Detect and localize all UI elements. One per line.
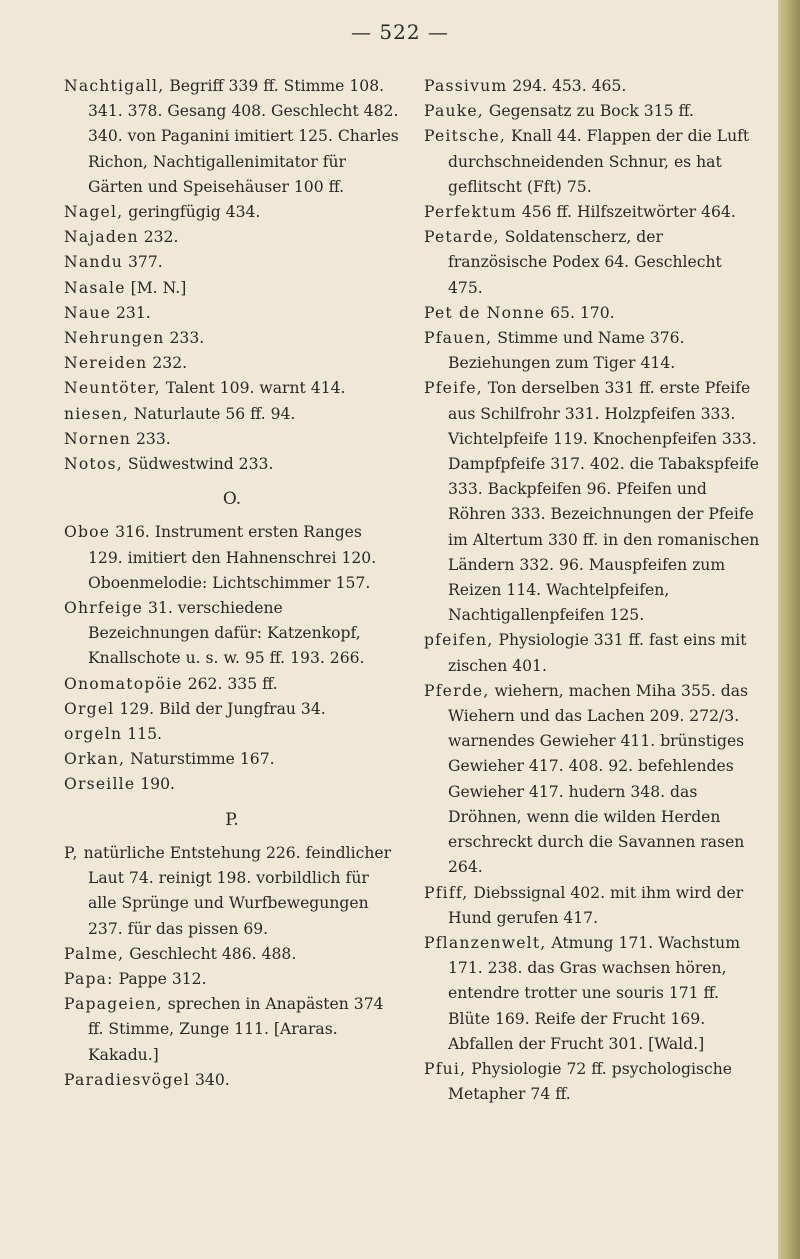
entry-keyword: Ohrfeige <box>64 599 144 618</box>
entry-keyword: Petarde, <box>424 228 500 247</box>
entry-keyword: P, <box>64 843 79 862</box>
entry-text: 231. <box>111 303 151 322</box>
entry-text: Talent 109. warnt 414. <box>160 379 346 398</box>
index-entry <box>424 931 760 1057</box>
index-entry <box>64 596 400 672</box>
index-entry <box>424 301 760 326</box>
entry-text: Ton derselben 331 ff. erste Pfeife aus Schilfrohr 331. Holzpfeifen 333. Vichtelpfeife 119. Knochenpfeifen 333. Dampfpfeife 317. 402. die Tabakspfeife 333. Backpfeifen 96. Pfeifen und Röhren 333. Bezeichnungen der Pfeife im Altertum 330 ff. in den romanischen Ländern 332. 96. Mauspfeifen zum Reizen 114. Wachtelpfeifen, Nachtigallenpfeifen 125. <box>448 379 760 625</box>
index-entry <box>64 376 400 401</box>
section-heading: O. <box>222 489 242 510</box>
entry-keyword: pfeifen, <box>424 631 494 650</box>
entry-keyword: Palme, <box>64 944 125 963</box>
entry-keyword: Papa: <box>64 969 114 988</box>
index-entry <box>64 301 400 326</box>
entry-keyword: Pferde, <box>424 681 490 700</box>
page-edge <box>778 0 800 1259</box>
entry-keyword: niesen, <box>64 404 129 423</box>
index-entry <box>64 250 400 275</box>
entry-keyword: Orkan, <box>64 750 126 769</box>
entry-keyword: Onomatopöie <box>64 674 183 693</box>
index-entry <box>64 520 400 596</box>
entry-text: geringfügig 434. <box>123 203 261 222</box>
index-entry <box>424 326 760 376</box>
entry-text: Naturstimme 167. <box>125 750 275 769</box>
entry-keyword: Nandu <box>64 253 124 272</box>
entry-keyword: Perfektum <box>424 203 517 222</box>
entry-text: Physiologie 331 ff. fast eins mit zischen 401. <box>448 631 747 675</box>
index-entry <box>64 992 400 1068</box>
entry-text: Stimme und Name 376. Beziehungen zum Tiger 414. <box>448 329 685 373</box>
index-entry <box>64 672 400 697</box>
entry-text: Naturlaute 56 ff. 94. <box>128 404 296 423</box>
index-entry <box>64 722 400 747</box>
index-entry <box>64 225 400 250</box>
entry-text: Atmung 171. Wachstum 171. 238. das Gras wachsen hören, entendre trotter une souris 171 ff. Blüte 169. Reife der Frucht 169. Abfallen der Frucht 301. [Wald.] <box>448 933 741 1053</box>
entry-text: Geschlecht 486. 488. <box>124 944 297 963</box>
entry-keyword: Papageien, <box>64 995 163 1014</box>
entry-text: 340. <box>190 1070 230 1089</box>
entry-keyword: Naue <box>64 303 112 322</box>
entry-text: 190. <box>135 775 175 794</box>
entry-text: Diebssignal 402. mit ihm wird der Hund gerufen 417. <box>448 883 744 927</box>
entry-keyword: Pauke, <box>424 102 484 121</box>
index-entry <box>64 402 400 427</box>
page-number: — 522 — <box>351 20 449 44</box>
entry-text: 232. <box>147 354 188 373</box>
entry-keyword: Nehrungen <box>64 329 165 348</box>
entry-keyword: Oboe <box>64 523 111 542</box>
index-entry <box>424 225 760 301</box>
entry-text: 65. 170. <box>545 303 615 322</box>
entry-keyword: Neuntöter, <box>64 379 161 398</box>
entry-text: 294. 453. 465. <box>507 77 627 95</box>
entry-keyword: Pflanzenwelt, <box>424 933 547 952</box>
entry-keyword: Pet de Nonne <box>424 303 546 322</box>
entry-text: 129. Bild der Jungfrau 34. <box>114 699 326 718</box>
entry-text: Pappe 312. <box>113 969 207 988</box>
entry-keyword: Nasale <box>64 278 126 297</box>
entry-text: 316. Instrument ersten Ranges 129. imitiert den Hahnenschrei 120. Oboenmelodie: Lichtschimmer 157. <box>88 523 377 592</box>
entry-keyword: Pfiff, <box>424 883 469 902</box>
section-heading: P. <box>225 809 239 830</box>
entry-text: 232. <box>138 228 179 247</box>
index-entry <box>424 74 760 99</box>
entry-keyword: Pfeife, <box>424 379 483 398</box>
entry-text: 31. verschiedene Bezeichnungen dafür: Katzenkopf, Knallschote u. s. w. 95 ff. 193. 266. <box>88 599 365 668</box>
entry-keyword: Nornen <box>64 429 132 448</box>
entry-text: natürliche Entstehung 226. feindlicher Laut 74. reinigt 198. vorbildlich für alle Sprünge und Wurfbewegungen 237. für das pissen 69. <box>78 843 392 938</box>
index-entry <box>64 452 400 477</box>
index-entry <box>64 74 400 200</box>
index-entry <box>64 747 400 772</box>
entry-keyword: Nachtigall, <box>64 77 165 95</box>
index-entry <box>64 351 400 376</box>
entry-text: Südwestwind 233. <box>122 455 274 474</box>
index-entry <box>424 1057 760 1107</box>
entry-text: Physiologie 72 ff. psychologische Metapher 74 ff. <box>448 1059 733 1104</box>
entry-text: 233. <box>131 429 171 448</box>
index-entry <box>424 376 760 628</box>
entry-keyword: Najaden <box>64 228 139 247</box>
index-entry <box>64 967 400 992</box>
index-entry <box>64 200 400 225</box>
entry-keyword: Orgel <box>64 699 115 718</box>
index-entry <box>64 326 400 351</box>
entry-text: Begriff 339 ff. Stimme 108. 341. 378. Gesang 408. Geschlecht 482. 340. von Paganini imitiert 125. Charles Richon, Nachtigallenimitator für Gärten und Speisehäuser 100 ff. <box>88 77 399 196</box>
index-entry <box>64 276 400 301</box>
entry-keyword: Notos, <box>64 455 123 474</box>
index-entry <box>424 679 760 881</box>
entry-keyword: Pfui, <box>424 1059 467 1078</box>
entry-text: Soldatenscherz, der französische Podex 64. Geschlecht 475. <box>448 228 722 297</box>
index-entry <box>64 942 400 967</box>
entry-text: Knall 44. Flappen der die Luft durchschneidenden Schnur, es hat geflitscht (Fft) 75. <box>448 127 750 196</box>
entry-text: Gegensatz zu Bock 315 ff. <box>483 102 695 121</box>
entry-text: 115. <box>122 725 162 744</box>
entry-text: 233. <box>164 329 205 348</box>
index-entry <box>64 427 400 452</box>
entry-keyword: Nagel, <box>64 203 124 222</box>
entry-text: wiehern, machen Miha 355. das Wiehern und das Lachen 209. 272/3. warnendes Gewieher 411. brünstiges Gewieher 417. 408. 92. befehlendes Gewieher 417. hudern 348. das Dröhnen, wenn die wilden Herden erschreckt durch die Savannen rasen 264. <box>448 681 749 877</box>
entry-keyword: Passivum <box>424 77 508 95</box>
index-entry <box>424 200 760 225</box>
index-entry <box>424 628 760 678</box>
index-entry <box>424 881 760 931</box>
index-column-left <box>64 74 400 1093</box>
entry-keyword: Nereiden <box>64 354 148 373</box>
entry-text: 262. 335 ff. <box>182 674 278 693</box>
entry-text: 377. <box>123 253 163 272</box>
entry-keyword: orgeln <box>64 725 123 744</box>
entry-text: [M. N.] <box>125 278 187 297</box>
index-entry <box>424 99 760 124</box>
index-entry <box>64 772 400 797</box>
entry-keyword: Pfauen, <box>424 329 493 348</box>
index-entry <box>64 697 400 722</box>
index-column-right <box>424 74 760 1107</box>
index-entry <box>64 841 400 942</box>
entry-keyword: Paradiesvögel <box>64 1070 191 1089</box>
index-entry <box>64 1068 400 1093</box>
entry-text: sprechen in Anapästen 374 ff. Stimme, Zunge 111. [Araras. Kakadu.] <box>88 995 384 1064</box>
index-entry <box>424 124 760 200</box>
entry-text: 456 ff. Hilfszeitwörter 464. <box>516 203 736 222</box>
entry-keyword: Orseille <box>64 775 136 794</box>
entry-keyword: Peitsche, <box>424 127 507 146</box>
